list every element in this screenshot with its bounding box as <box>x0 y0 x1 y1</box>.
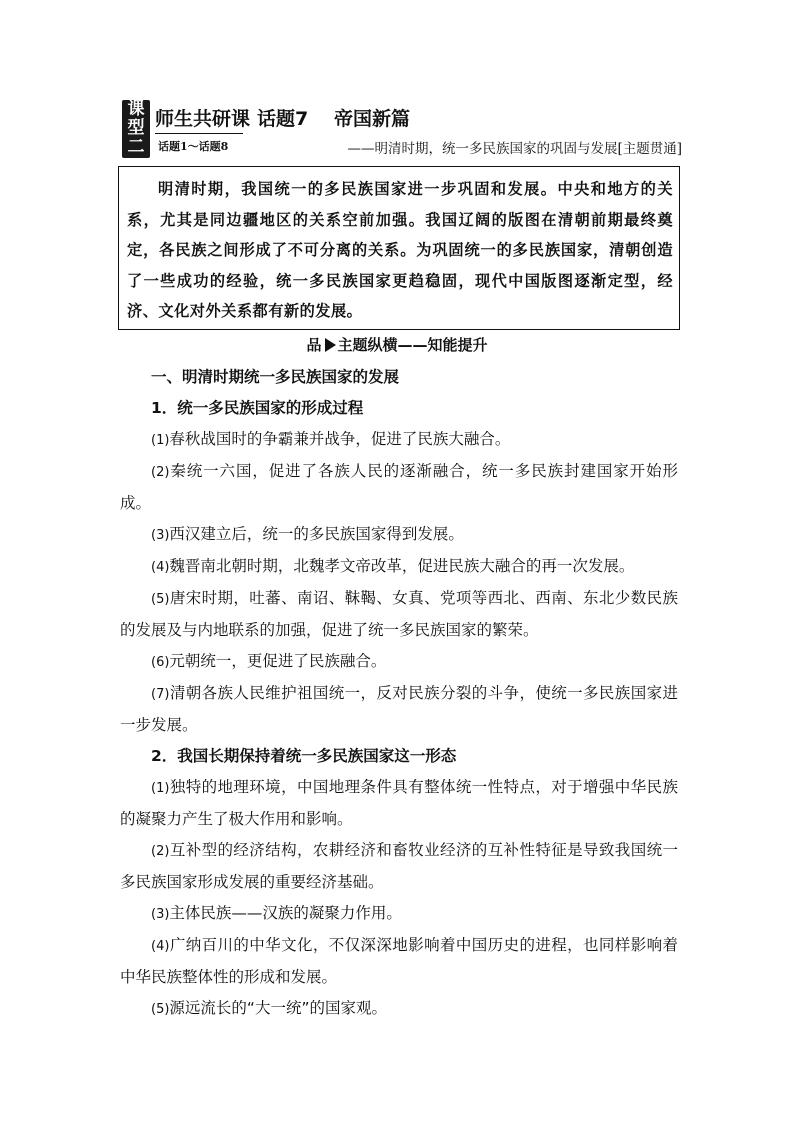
main-content <box>120 362 678 1025</box>
list-item: (5)唐宋时期，吐蕃、南诏、靺鞨、女真、党项等西北、西南、东北少数民族的发展及与内地联系的加强，促进了统一多民族国家的繁荣。 <box>120 589 678 639</box>
heading-level-2: 2．我国长期保持着统一多民族国家这一形态 <box>151 747 457 765</box>
list-item: (6)元朝统一，更促进了民族融合。 <box>151 652 387 670</box>
list-item: (4)魏晋南北朝时期，北魏孝文帝改革，促进民族大融合的再一次发展。 <box>151 557 635 575</box>
badge-char: 型 <box>127 118 145 138</box>
badge-subtitle: 话题1～话题8 <box>158 140 229 153</box>
list-item: (3)西汉建立后，统一的多民族国家得到发展。 <box>151 525 464 543</box>
list-item: (5)源远流长的“大一统”的国家观。 <box>151 999 387 1017</box>
badge-char: 二 <box>127 137 145 157</box>
section-heading <box>0 334 794 355</box>
intro-text: 明清时期，我国统一的多民族国家进一步巩固和发展。中央和地方的关系，尤其是同边疆地区的关系空前加强。我国辽阔的版图在清朝前期最终奠定，各民族之间形成了不可分离的关系。为巩固统一的多民族国家，清朝创造了一些成功的经验，统一多民族国家更趋稳固，现代中国版图逐渐定型，经济、文化对外关系都有新的发展。 <box>127 180 673 320</box>
badge-title: 师生共研课 <box>155 108 251 130</box>
list-item: (2)互补型的经济结构，农耕经济和畜牧业经济的互补性特征是导致我国统一多民族国家形成发展的重要经济基础。 <box>120 841 678 891</box>
list-item: (3)主体民族——汉族的凝聚力作用。 <box>151 904 402 922</box>
list-item: (4)广纳百川的中华文化，不仅深深地影响着中国历史的进程，也同样影响着中华民族整体性的形成和发展。 <box>120 936 678 986</box>
triangle-icon <box>325 338 336 352</box>
list-item: (7)清朝各族人民维护祖国统一，反对民族分裂的斗争，使统一多民族国家进一步发展。 <box>120 684 678 734</box>
topic-subtitle: ——明清时期，统一多民族国家的巩固与发展[主题贯通] <box>347 141 682 157</box>
lesson-header <box>122 100 682 158</box>
list-item: (2)秦统一六国，促进了各族人民的逐渐融合，统一多民族封建国家开始形成。 <box>120 462 678 512</box>
section-title: 主题纵横——知能提升 <box>337 336 488 354</box>
badge-char: 课 <box>127 99 145 119</box>
intro-box <box>118 166 680 330</box>
topic-number: 话题7 <box>257 108 309 130</box>
list-item: (1)春秋战国时的争霸兼并战争，促进了民族大融合。 <box>151 430 511 448</box>
heading-level-2: 1．统一多民族国家的形成过程 <box>151 399 364 417</box>
list-item: (1)独特的地理环境，中国地理条件具有整体统一性特点，对于增强中华民族的凝聚力产生了极大作用和影响。 <box>120 778 678 828</box>
topic-name: 帝国新篇 <box>334 108 411 130</box>
heading-level-1: 一、明清时期统一多民族国家的发展 <box>151 368 400 386</box>
section-prefix: 品 <box>306 336 322 354</box>
title-underline <box>155 133 243 134</box>
lesson-type-badge <box>122 100 150 158</box>
